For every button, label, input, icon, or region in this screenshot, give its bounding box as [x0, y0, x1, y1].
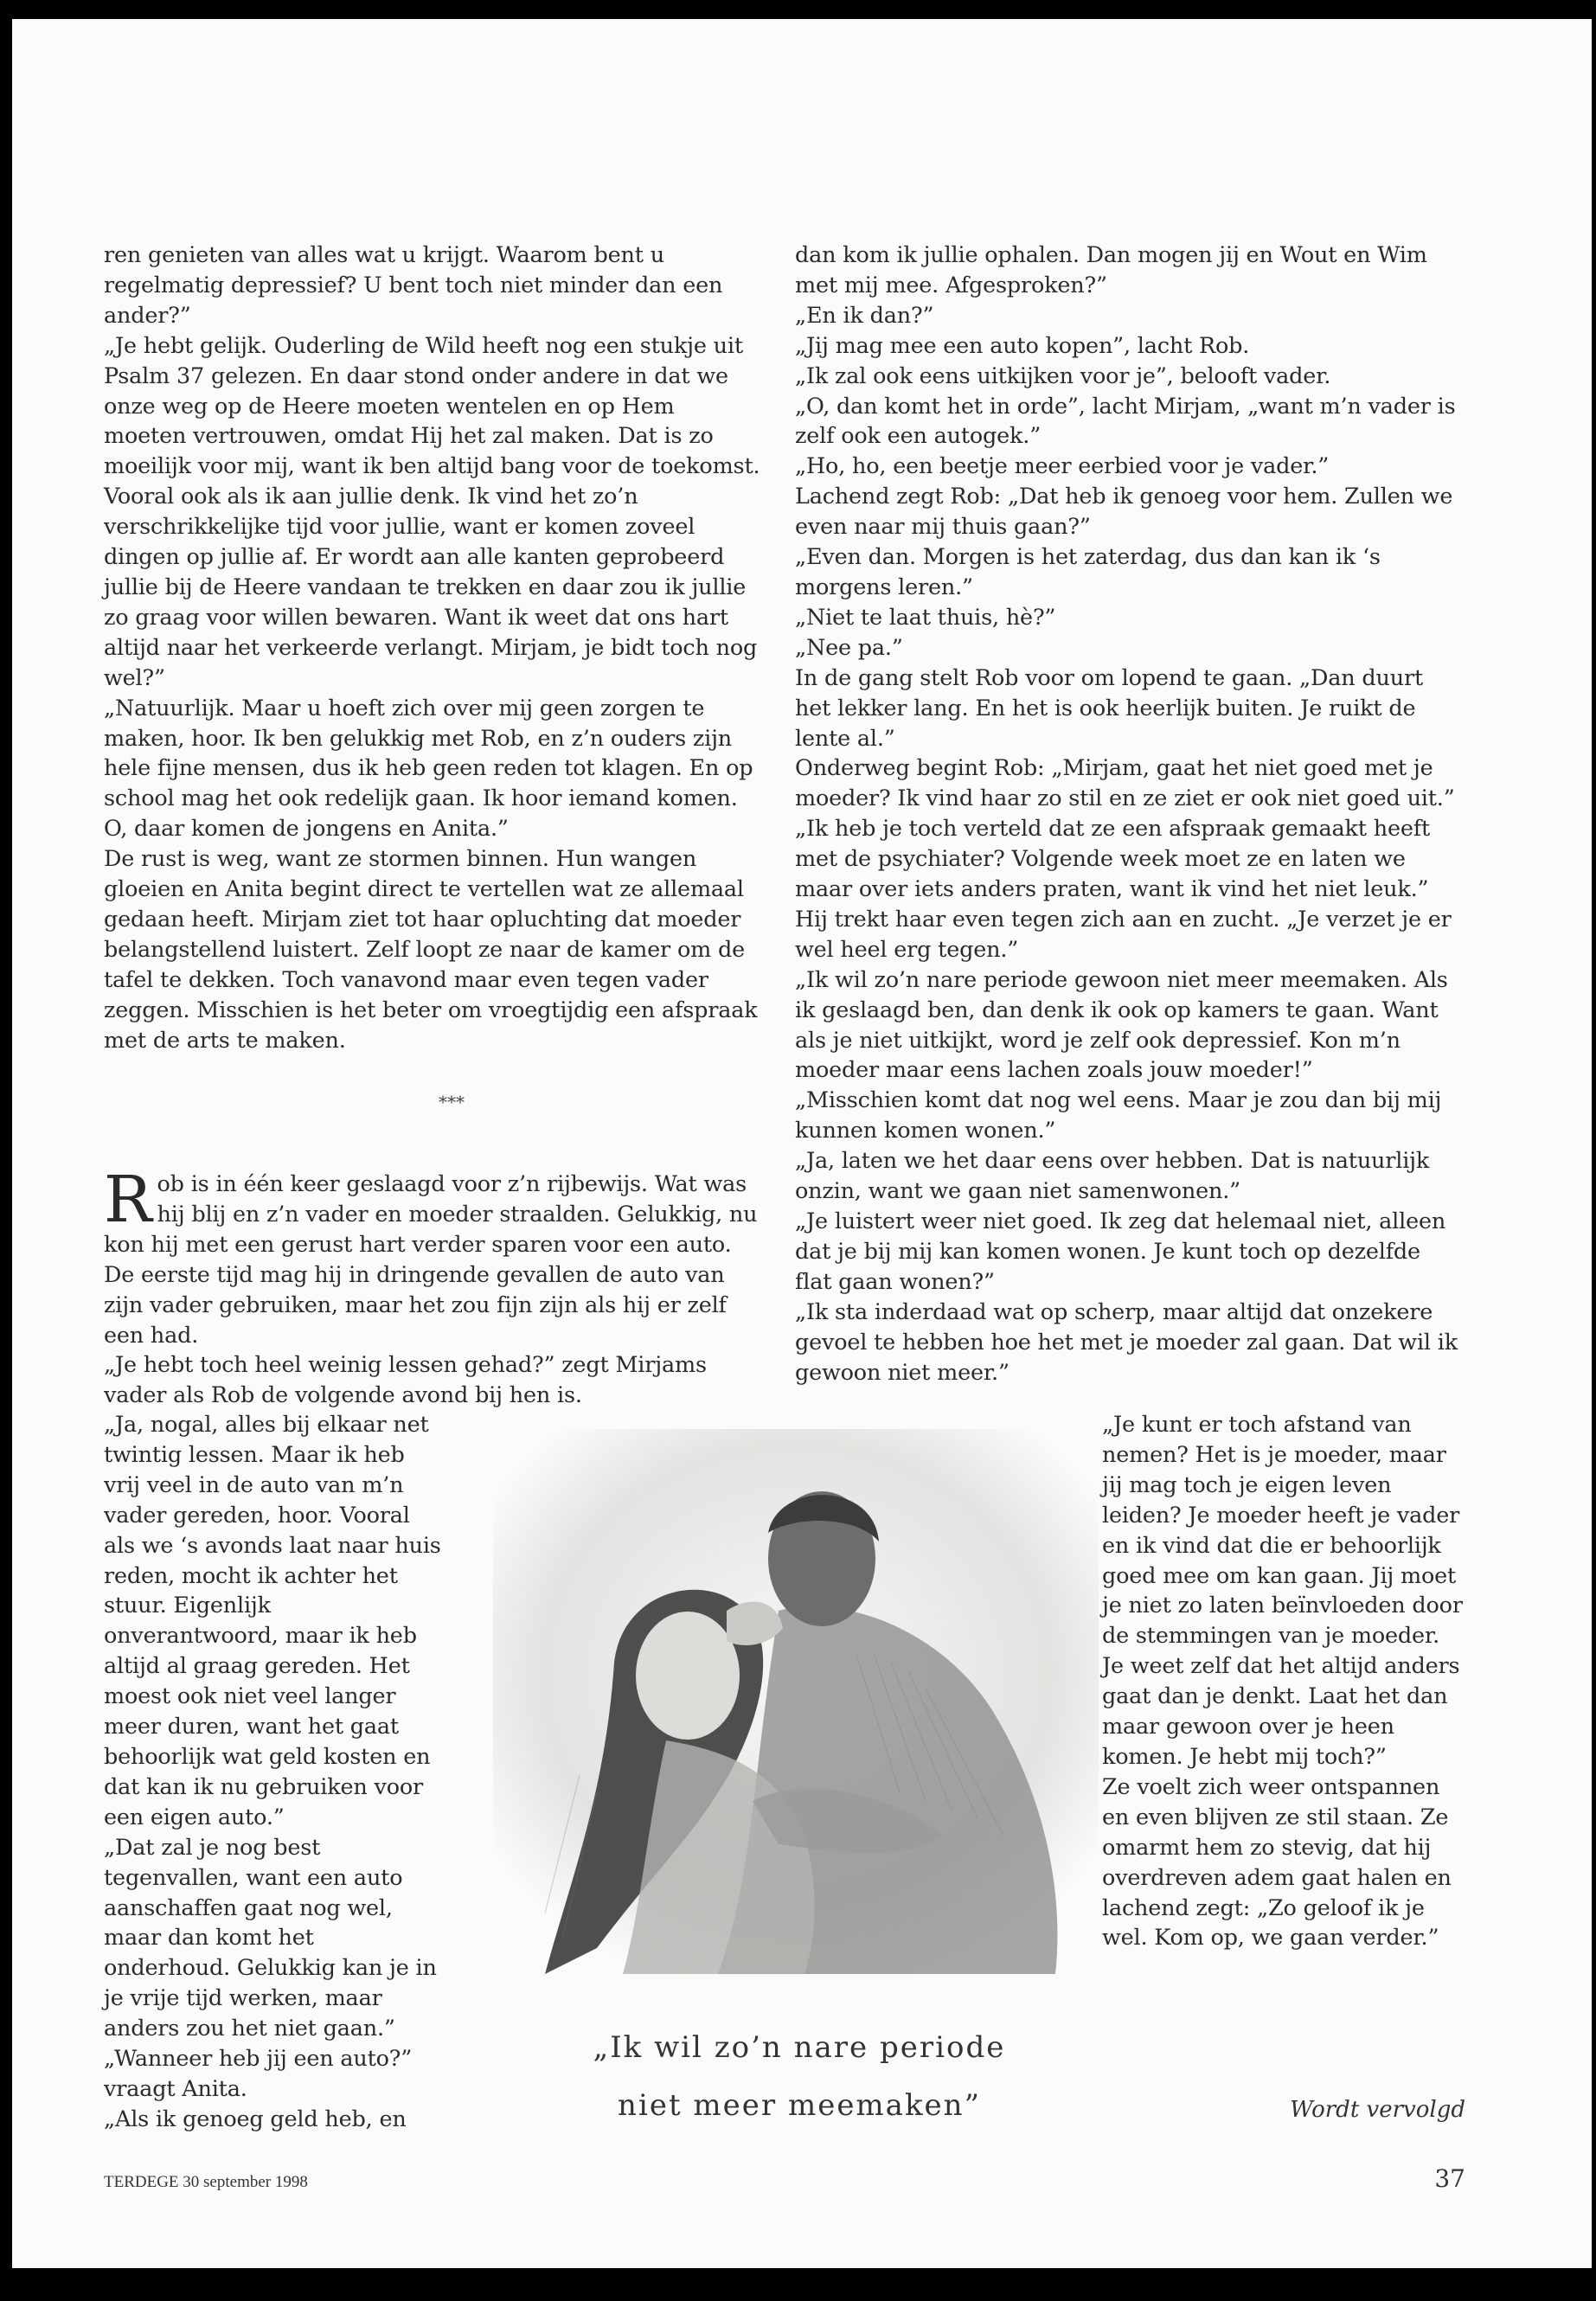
paragraph: „Wanneer heb jij een auto?” vraagt Anita.: [104, 2046, 413, 2102]
pull-quote-line-2: niet meer meemaken”: [618, 2088, 981, 2123]
paragraph: „Niet te laat thuis, hè?”: [795, 604, 1056, 631]
paragraph: „Nee pa.”: [795, 634, 903, 661]
drop-cap: R: [104, 1163, 152, 1237]
paragraph: „Natuurlijk. Maar u hoeft zich over mij geen zorgen te maken, hoor. Ik ben gelukkig met Rob, en z’n ouders zijn hele fijne mensen, dus ik heb geen reden tot klagen. En op school mag het ook redelijk gaan. Ik hoor iemand komen. O, daar komen de jongens en Anita.”: [104, 695, 753, 843]
magazine-page: [12, 19, 1592, 2268]
footer-publication: TERDEGE 30 september 1998: [104, 2173, 308, 2191]
left-column-top: [104, 240, 763, 1055]
paragraph: „Ja, laten we het daar eens over hebben. Dat is natuurlijk onzin, want we gaan niet samenwonen.”: [795, 1148, 1430, 1205]
section-separator: ***: [439, 1092, 465, 1112]
paragraph: „Ik sta inderdaad wat op scherp, maar altijd dat onzekere gevoel te hebben hoe het met je moeder zal gaan. Dat wil ik gewoon niet meer.”: [795, 1298, 1458, 1386]
paragraph: „Misschien komt dat nog wel eens. Maar je zou dan bij mij kunnen komen wonen.”: [795, 1087, 1442, 1144]
paragraph: „Ik heb je toch verteld dat ze een afspraak gemaakt heeft met de psychiater? Volgende week moet ze en laten we maar over iets anders praten, want ik vind het niet leuk.” Hij trekt haar even tegen zich aan en zucht. „Je verzet je er wel heel erg tegen.”: [795, 816, 1452, 963]
paragraph: „Jij mag mee een auto kopen”, lacht Rob.: [795, 332, 1250, 359]
paragraph: „Ho, ho, een beetje meer eerbied voor je vader.”: [795, 453, 1330, 480]
paragraph-text: ob is in één keer geslaagd voor z’n rijbewijs. Wat was hij blij en z’n vader en moeder straalden. Gelukkig, nu kon hij met een gerust hart verder sparen voor een auto. De eerste tijd mag hij in dringende gevallen de auto van zijn vader gebruiken, maar het zou fijn zijn als hij er zelf een had.: [104, 1171, 758, 1349]
paragraph: Lachend zegt Rob: „Dat heb ik genoeg voor hem. Zullen we even naar mij thuis gaan?”: [795, 484, 1453, 541]
right-column-top: [795, 240, 1461, 1388]
paragraph: dan kom ik jullie ophalen. Dan mogen jij en Wout en Wim met mij mee. Afgesproken?”: [795, 242, 1427, 298]
paragraph: „Je kunt er toch afstand van nemen? Het is je moeder, maar jij mag toch je eigen leven leiden? Je moeder heeft je vader en ik vind dat die er behoorlijk goed mee om kan gaan. Jij moet je niet zo laten beïnvloeden door de stemmingen van je moeder. Je weet zelf dat het altijd anders gaat dan je denkt. Laat het dan maar gewoon over je heen komen. Je hebt mij toch?”: [1102, 1412, 1463, 1770]
right-column-narrow: [1102, 1410, 1465, 1953]
paragraph: „Dat zal je nog best tegenvallen, want een auto aanschaffen gaat nog wel, maar dan komt het onderhoud. Gelukkig kan je in je vrije tijd werken, maar anders zou het niet gaan.”: [104, 1834, 437, 2042]
paragraph: In de gang stelt Rob voor om lopend te gaan. „Dan duurt het lekker lang. En het is ook heerlijk buiten. Je ruikt de lente al.”: [795, 664, 1424, 752]
paragraph: De rust is weg, want ze stormen binnen. Hun wangen gloeien en Anita begint direct te vertellen wat ze allemaal gedaan heeft. Mirjam ziet tot haar opluchting dat moeder belangstellend luistert. Zelf loopt ze naar de kamer om de tafel te dekken. Toch vanavond maar even tegen vader zeggen. Misschien is het beter om vroegtijdig een afspraak met de arts te maken.: [104, 846, 758, 1054]
to-be-continued: Wordt vervolgd: [1290, 2097, 1465, 2123]
couple-embrace-illustration: [493, 1429, 1099, 1974]
paragraph: Onderweg begint Rob: „Mirjam, gaat het niet goed met je moeder? Ik vind haar zo stil en ze ziet er ook niet goed uit.”: [795, 755, 1455, 812]
paragraph: „O, dan komt het in orde”, lacht Mirjam, „want m’n vader is zelf ook een autogek.”: [795, 393, 1456, 450]
page-number: 37: [1434, 2164, 1465, 2193]
paragraph: Ze voelt zich weer ontspannen en even blijven ze stil staan. Ze omarmt hem zo stevig, dat hij overdreven adem gaat halen en lachend zegt: „Zo geloof ik je wel. Kom op, we gaan verder.”: [1102, 1773, 1452, 1952]
paragraph: „Je hebt toch heel weinig lessen gehad?” zegt Mirjams vader als Rob de volgende avond bij hen is.: [104, 1352, 707, 1409]
pull-quote-line-1: „Ik wil zo’n nare periode: [593, 2030, 1006, 2065]
paragraph: „Als ik genoeg geld heb, en: [104, 2106, 407, 2132]
left-column-section-start: [104, 1163, 763, 1411]
paragraph: ren genieten van alles wat u krijgt. Waarom bent u regelmatig depressief? U bent toch niet minder dan een ander?”: [104, 242, 723, 329]
paragraph: [104, 1163, 763, 1350]
paragraph: „En ik dan?”: [795, 302, 934, 329]
paragraph: „Je hebt gelijk. Ouderling de Wild heeft nog een stukje uit Psalm 37 gelezen. En daar stond onder andere in dat we onze weg op de Heere moeten wentelen en op Hem moeten vertrouwen, omdat Hij het zal maken. Dat is zo moeilijk voor mij, want ik ben altijd bang voor de toekomst. Vooral ook als ik aan jullie denk. Ik vind het zo’n verschrikkelijke tijd voor jullie, want er komen zoveel dingen op jullie af. Er wordt aan alle kanten geprobeerd jullie bij de Heere vandaan te trekken en daar zou ik jullie zo graag voor willen bewaren. Want ik weet dat ons hart altijd naar het verkeerde verlangt. Mirjam, je bidt toch nog wel?”: [104, 332, 760, 691]
paragraph: „Ik zal ook eens uitkijken voor je”, belooft vader.: [795, 362, 1331, 389]
paragraph: „Ja, nogal, alles bij elkaar net twintig lessen. Maar ik heb vrij veel in de auto van m’n vader gereden, hoor. Vooral als we ‘s avonds laat naar huis reden, mocht ik achter het stuur. Eigenlijk onverantwoord, maar ik heb altijd al graag gereden. Het moest ook niet veel langer meer duren, want het gaat behoorlijk wat geld kosten en dat kan ik nu gebruiken voor een eigen auto.”: [104, 1412, 441, 1830]
left-column-narrow: [104, 1410, 441, 2135]
paragraph: „Even dan. Morgen is het zaterdag, dus dan kan ik ‘s morgens leren.”: [795, 544, 1381, 600]
paragraph: „Je luistert weer niet goed. Ik zeg dat helemaal niet, alleen dat je bij mij kan komen wonen. Je kunt toch op dezelfde flat gaan wonen?”: [795, 1208, 1446, 1295]
paragraph: „Ik wil zo’n nare periode gewoon niet meer meemaken. Als ik geslaagd ben, dan denk ik ook op kamers te gaan. Want als je niet uitkijkt, word je zelf ook depressief. Kon m’n moeder maar eens lachen zoals jouw moeder!”: [795, 966, 1448, 1084]
